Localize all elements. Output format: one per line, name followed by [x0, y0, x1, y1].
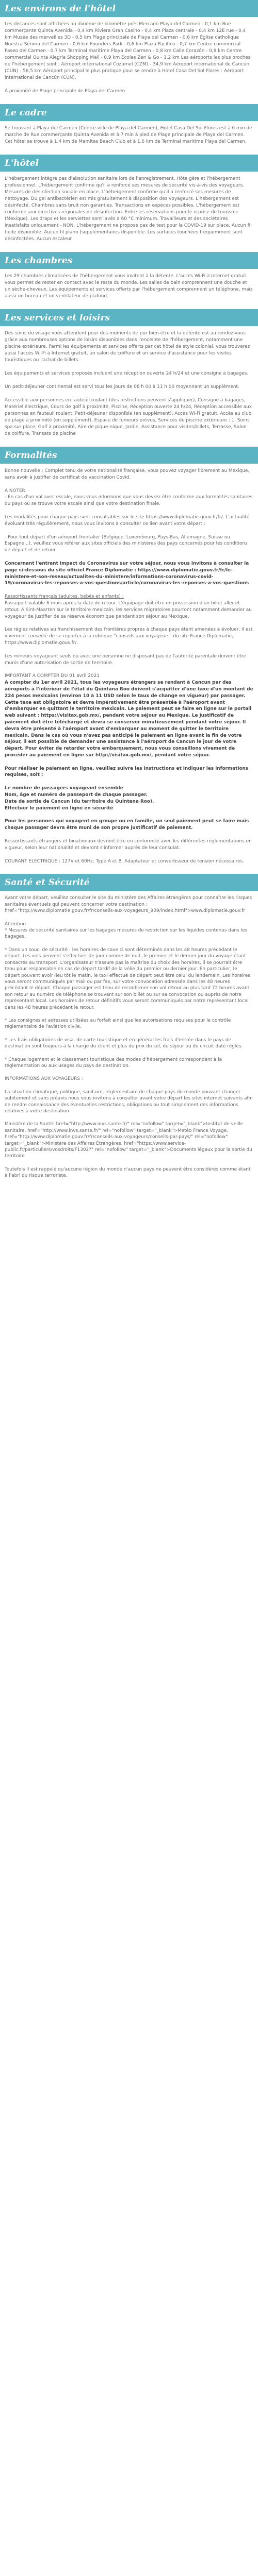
section-header — [0, 309, 258, 326]
paragraph: Accessible aux personnes en fauteuil roulant (des restrictions peuvent s'appliquer), Consigne à bagages, Matériel électrique, Cours de golf à proximité, Piscine, Réception ouverte 24 h/24, Réception accessible aux personnes en fauteuil roulant, Petit-déjeuner disponible (en supplément), Accès Wi-Fi gratuit, Accès au club de plage à proximité (en supplément), Espace de fumeurs prévus, Services de piscine extérieure : 1, Soins spa sur place, Golf à proximité, Aire de pique-nique, Jardin, Assistance pour visites/billets, Terrasse, Salon de coiffure, Transats de piscine — [5, 398, 252, 436]
section-header — [0, 874, 258, 891]
paragraph: Des soins du visage vous attendent pour des moments de pur bien-être et la détente est au rendez-vous grâce aux nombreuses options de loisirs disponibles dans l'enceinte de l'hébergement, notamment une piscine extérieure. Parmi les équipements et services offerts par cet hôtel de style colonial, vous trouverez aussi l'accès Wi-Fi à Internet gratuit, un salon de coiffure et un service d'assistance pour les visites touristiques ou l'achat de billets. — [5, 331, 250, 363]
section-body — [0, 172, 258, 252]
paragraph: Un petit-déjeuner continental est servi tous les jours de 08 h 00 à 11 h 00 moyennant un supplément. — [5, 384, 239, 389]
paragraph: * Les frais obligatoires de visa, de carte touristique et en général les frais d'entrée dans le pays de destination sont toujours à la charge du client et plus du prix du sol, du séjour ou du circuit daté réglés. — [5, 1037, 243, 1049]
section-title: Le cadre — [5, 107, 47, 118]
paragraph: Pour les personnes qui voyagent en groupe ou en famille, un seul paiement peut se faire mais chaque passager devra être muni de son propre justificatif de paiement. — [5, 819, 249, 831]
paragraph: Les équipements et services proposés incluent une réception ouverte 24 h/24 et une consigne à bagages. — [5, 371, 249, 376]
section-body — [0, 17, 258, 104]
section-title: Les environs de l'hôtel — [5, 3, 116, 14]
paragraph: À proximité de Plage principale de Playa del Carmen — [5, 89, 125, 94]
section-title: Formalités — [5, 450, 57, 461]
section-environs — [0, 0, 258, 104]
paragraph: Les 29 chambres climatisées de l'hébergement vous invitent à la détente. L'accès Wi-Fi à Internet gratuit vous permet de rester en contact avec le reste du monde. Les salles de bain comprennent une douche et un sèche-cheveux. Les équipements et services offerts par l'hébergement comprennent un téléphone, mais aussi un bureau et un ventilateur de plafond. — [5, 274, 253, 299]
section-loisirs — [0, 309, 258, 447]
paragraph: * Les consignes et adresses utilisées au forfait ainsi que les autorisations requises pour le contrôle réglementaire de l'aviation civile. — [5, 1018, 231, 1030]
section-title: L'hôtel — [5, 158, 39, 168]
section-header — [0, 0, 258, 17]
section-body — [0, 326, 258, 447]
paragraph: Les règles relatives au franchissement des frontières propres à chaque pays étant amenées à évoluer, il est vivement conseillé de se reporter à la rubrique "conseils aux voyageurs" du site France Diplomatie, https://www.diplomatie.gouv.fr/. — [5, 627, 253, 646]
paragraph: Le nombre de passagers voyageant ensemble Nom, âge et numéro de passeport de chaque passager. Date de sortie de Cancun (du territoire du Quintana Roo). Effectuer le paiement en ligne en sécurité — [5, 786, 154, 811]
section-chambres — [0, 252, 258, 309]
section-formalites — [0, 447, 258, 874]
section-title: Les chambres — [5, 255, 73, 266]
section-header — [0, 155, 258, 172]
section-title: Santé et Sécurité — [5, 877, 90, 888]
section-sante — [0, 874, 258, 1188]
paragraph: Les mineurs voyageant seuls ou avec une personne ne disposant pas de l'autorité parentale doivent être munis d'une autorisation de sortie de territoire. — [5, 653, 246, 666]
section-body — [0, 891, 258, 1188]
paragraph: COURANT ELECTRIQUE : 127V et 60Hz. Type A et B. Adaptateur et convertisseur de tension nécessaires. — [5, 858, 244, 864]
section-hotel — [0, 155, 258, 252]
section-body — [0, 269, 258, 309]
section-header — [0, 104, 258, 121]
paragraph: Avant votre départ, veuillez consulter le site du ministère des Affaires étrangères pour connaître les risques sanitaires éventuels qui peuvent concerner votre destination : href="http://www.diplomatie.gouv.fr/fr/conseils-aux-voyageurs_909/index.html">www.diplomatie.gouv.fr — [5, 895, 252, 914]
paragraph: Attention — [5, 921, 26, 927]
paragraph: Les distances sont affichées au dixième de kilomètre près Mercado Playa del Carmen - 0,1 km Rue commerçante Quinta Avenida - 0,4 km Riviera Gran Casino - 0,4 km Plaza centrale - 0,4 km 12E rue - 0,4 km Musée des merveilles 3D - 0,5 km Plage principale de Playa del Carmen - 0,6 km Église catholique Nuestra Señora del Carmen - 0,6 km Founders Park - 0,6 km Plaza Pacífico - 0,7 km Centre commercial Paseo del Carmen - 0,7 km Terminal maritime Playa del Carmen - 0,8 km Calle Corazón - 0,8 km Centre commercial Quinta Alegría Shopping Mall - 0,9 km Ecoles Zen & Go - 1,2 km Les aéroports les plus proches de l'hébergement sont : Aéroport international Cozumel (CZM) - 34,9 km Aéroport international de Cancún (CUN) - 56,5 km Aéroport principal le plus pratique pour se rendre à Hotel Casa Del Sol Flores : Aéroport international de Cancún (CUN). — [5, 22, 251, 80]
paragraph: - Pour tout départ d'un aéroport frontalier (Belgique, Luxembourg, Pays-Bas, Allemagne, Suisse ou Espagne...), veuillez vous référer aux sites officiels des ministères des pays concernés pour les conditions de départ et de retour. — [5, 534, 248, 553]
section-body — [0, 464, 258, 874]
paragraph: Se trouvant à Playa del Carmen (Centre-ville de Playa del Carmen), Hotel Casa Del Sol Flores est à 6 min de marche de Rue commerçante Quinta Avenida et à 7 min à pied de Plage principale de Playa del Carmen. Cet hôtel se trouve à 1,4 km de Mamitas Beach Club et à 1,6 km de Terminal maritime Playa del Carmen. — [5, 126, 252, 144]
paragraph: A NOTER — [5, 488, 25, 494]
paragraph: Concernant l'entrant impact du Coronavirus sur votre séjour, nous vous invitons à consulter la page ci-dessous du site officiel France Diplomatie : https://www.diplomatie.gouv.fr/fr/le-ministere-et-son-reseau/actualites-du-ministere/informations-coronavirus-covid-19/coronavirus-les-reponses-a-vos-questions/article/coronavirus-les-reponses-a-vos-questions — [5, 561, 249, 586]
paragraph: Bonne nouvelle : Complet tenu de votre nationalité française, vous pouvez voyager librement au Mexique, sans avoir à justifier de certificat de vaccination Covid. — [5, 468, 250, 480]
paragraph: Ministère de la Santé: href="http://www.invs.sante.fr/" rel="nofollow" target="_blank">Institut de veille sanitaire, href="http://www.invs.sante.fr/" rel="nofollow" target="_blank">Metéo France Voyage, href="http://www.diplomatie.gouv.fr/fr/conseils-aux-voyageurs/conseils-par-pays/" rel="nofollow" target="_blank">Ministère des Affaires Étrangères, href="https://www.service-public.fr/particuliers/vosdroits/F1302?" rel="nofollow" target="_blank">Documents légaux pour la sortie du territoire — [5, 1122, 252, 1159]
paragraph: A compter du 1er avril 2021, tous les voyageurs étrangers se rendant à Cancun par des aéroports à l'intérieur de l'état du Quintana Roo doivent s'acquitter d'une taxe d'un montant de 224 pesos mexicains (environ 10 à 11 USD selon le taux de change en vigueur) par passager. Cette taxe est obligatoire et devra impérativement être présentée à l'aéroport avant d'embarquer en quittant le territoire mexicain. Le paiement peut se faire en ligne sur le portail web suivant : https://visitax.gob.mx/, pendant votre séjour au Mexique. Le justificatif de paiement doit être téléchargé et devra se conserver minutieusement pendant votre séjour. Il devra être présenté à l'aéroport avant d'embarquer au moment de quitter le territoire mexicain. Dans le cas où vous n'avez pas anticipé le paiement en ligne avant la fin de votre séjour, il est possible de demander une assistance à l'aéroport de Cancun le jour de votre départ. Pour éviter de retarder votre embarquement, nous vous conseillons vivement de procéder au paiement en ligne sur http://visitax.gob.mx/, pendant votre séjour. — [5, 680, 253, 758]
section-title: Les services et loisirs — [5, 312, 110, 323]
paragraph: Toutefois il est rappelé qu'aucune région du monde n'aucun pays ne peuvent être considérés comme étant à l'abri du risque terroriste. — [5, 1166, 251, 1179]
section-body — [0, 121, 258, 155]
paragraph: INFORMATIONS AUX VOYAGEURS : — [5, 1076, 83, 1082]
paragraph: Passeport valable 6 mois après la date de retour. L'équipage doit être en possession d'un billet aller et retour. A Sint-Maarten sur le territoire mexicain, les services migratoires pourront notamment demander au voyageur de justifier de sa réserve économique pendant son séjour au Mexique. — [5, 600, 252, 619]
section-cadre — [0, 104, 258, 155]
section-header — [0, 447, 258, 464]
paragraph: IMPORTANT A COMPTER DU 01 avril 2021 — [5, 673, 100, 679]
paragraph: La situation climatique, politique, sanitaire, réglementaire de chaque pays du monde pouvant changer subitement et sans préavis nous vous invitons à consulter avant votre départ les sites internet suivants afin de rendre connaissance des éventuelles restrictions, obligations ou tout simplement des informations relatives à votre destination. — [5, 1089, 253, 1114]
paragraph: - En cas d'un vol avec escale, nous vous informons que vous devrez être conforme aux formalités sanitaires du pays où se trouve votre escale ainsi que votre destination finale. — [5, 495, 253, 507]
paragraph: L'hébergement intègre pas d'absolution sanitaire lors de l'enregistrement. Hôte gère et l'hébergement professionnel. L'hébergement confirme qu'il a renforcé ses mesures de sécurité vis-à-vis des voyageurs. Mesures de désinfection sociale en place. L'hébergement confirme qu'il a renforcé ses mesures de nettoyage. Du gel antibactérien est mis gratuitement à disposition des voyageurs. L'hébergement est désinfecté. Chambres sans bruit non garanties. Transactions en espèces possibles. L'hébergement est conforme aux directives régionales de désinfection. Entre les réservations pour le reprise de tourisme (Mexique). Les draps et les serviettes sont lavés à 60 °C minimum. Travailleurs et des sociétaires insatisfaits uniquement - NON. L'hébergement ne propose pas de test pour la COVID-19 sur place. Aucun fil tiède disponible. Aucun fil piano (supplémentaires disponible. Les surfaces touchées fréquemment sont désinfectées. Aucun escaleur — [5, 176, 252, 242]
paragraph: * Mesures de sécurité sanitaires sur les bagages mesures de restriction sur les liquides contenus dans les bagages. — [5, 928, 248, 940]
paragraph: Ressortissants étrangers et binationaux devront être en conformité avec les différentes réglementations en vigueur, selon leur nationalité et devront s'informer auprès de leur consulat. — [5, 839, 252, 851]
paragraph: Les modalités pour chaque pays sont consultables sur le site https://www.diplomatie.gouv.fr/fr/. L'actualité évoluant très régulièrement, nous vous invitons à consulter ce lien avant votre départ : — [5, 514, 250, 527]
paragraph: * Chaque logement et le classement touristique des modes d'hébergement correspondent à la réglementation ou aux usages du pays de destination. — [5, 1057, 222, 1069]
subheading[interactable]: Ressortissants français (adultes, bébés et enfants) : — [5, 594, 124, 600]
section-header — [0, 252, 258, 269]
paragraph: * Dans un souci de sécurité : les horaires de cave ci sont déterminés dans les 48 heures précédant le départ. Les vols peuvent s'effectuer de jour comme de nuit, le premier et le dernier jour du voyage étant consacrés au transport. L'organisateur n'assure pas la maîtrise du choix des horaires, il se pourrait être tenu pour responsable en cas de départ tardif de la vélie du premier ou dernier jour. En particulier, le départ pouvant avoir lieu tôt le matin, le taxi effectué de départ peut être celui du lendemain. Les horaires vous seront communiqués par mail ou par fax, sur votre convocation adressée dans les 48 heures précédant le départ. Chaque passager est tenu de reconfirmer son vol retour au plus tard 72 heures avant son retour au numéro de téléphone se trouvant sur son billet ou sur sa convocation ou auprès de notre représentant local. Les horaires de retour définitifs vous seront communiqués par notre représentant local dans les 48 heures précédant le retour. — [5, 947, 250, 1010]
paragraph: Pour réaliser le paiement en ligne, veuillez suivre les instructions et indiquer les informations requises, soit : — [5, 766, 249, 778]
